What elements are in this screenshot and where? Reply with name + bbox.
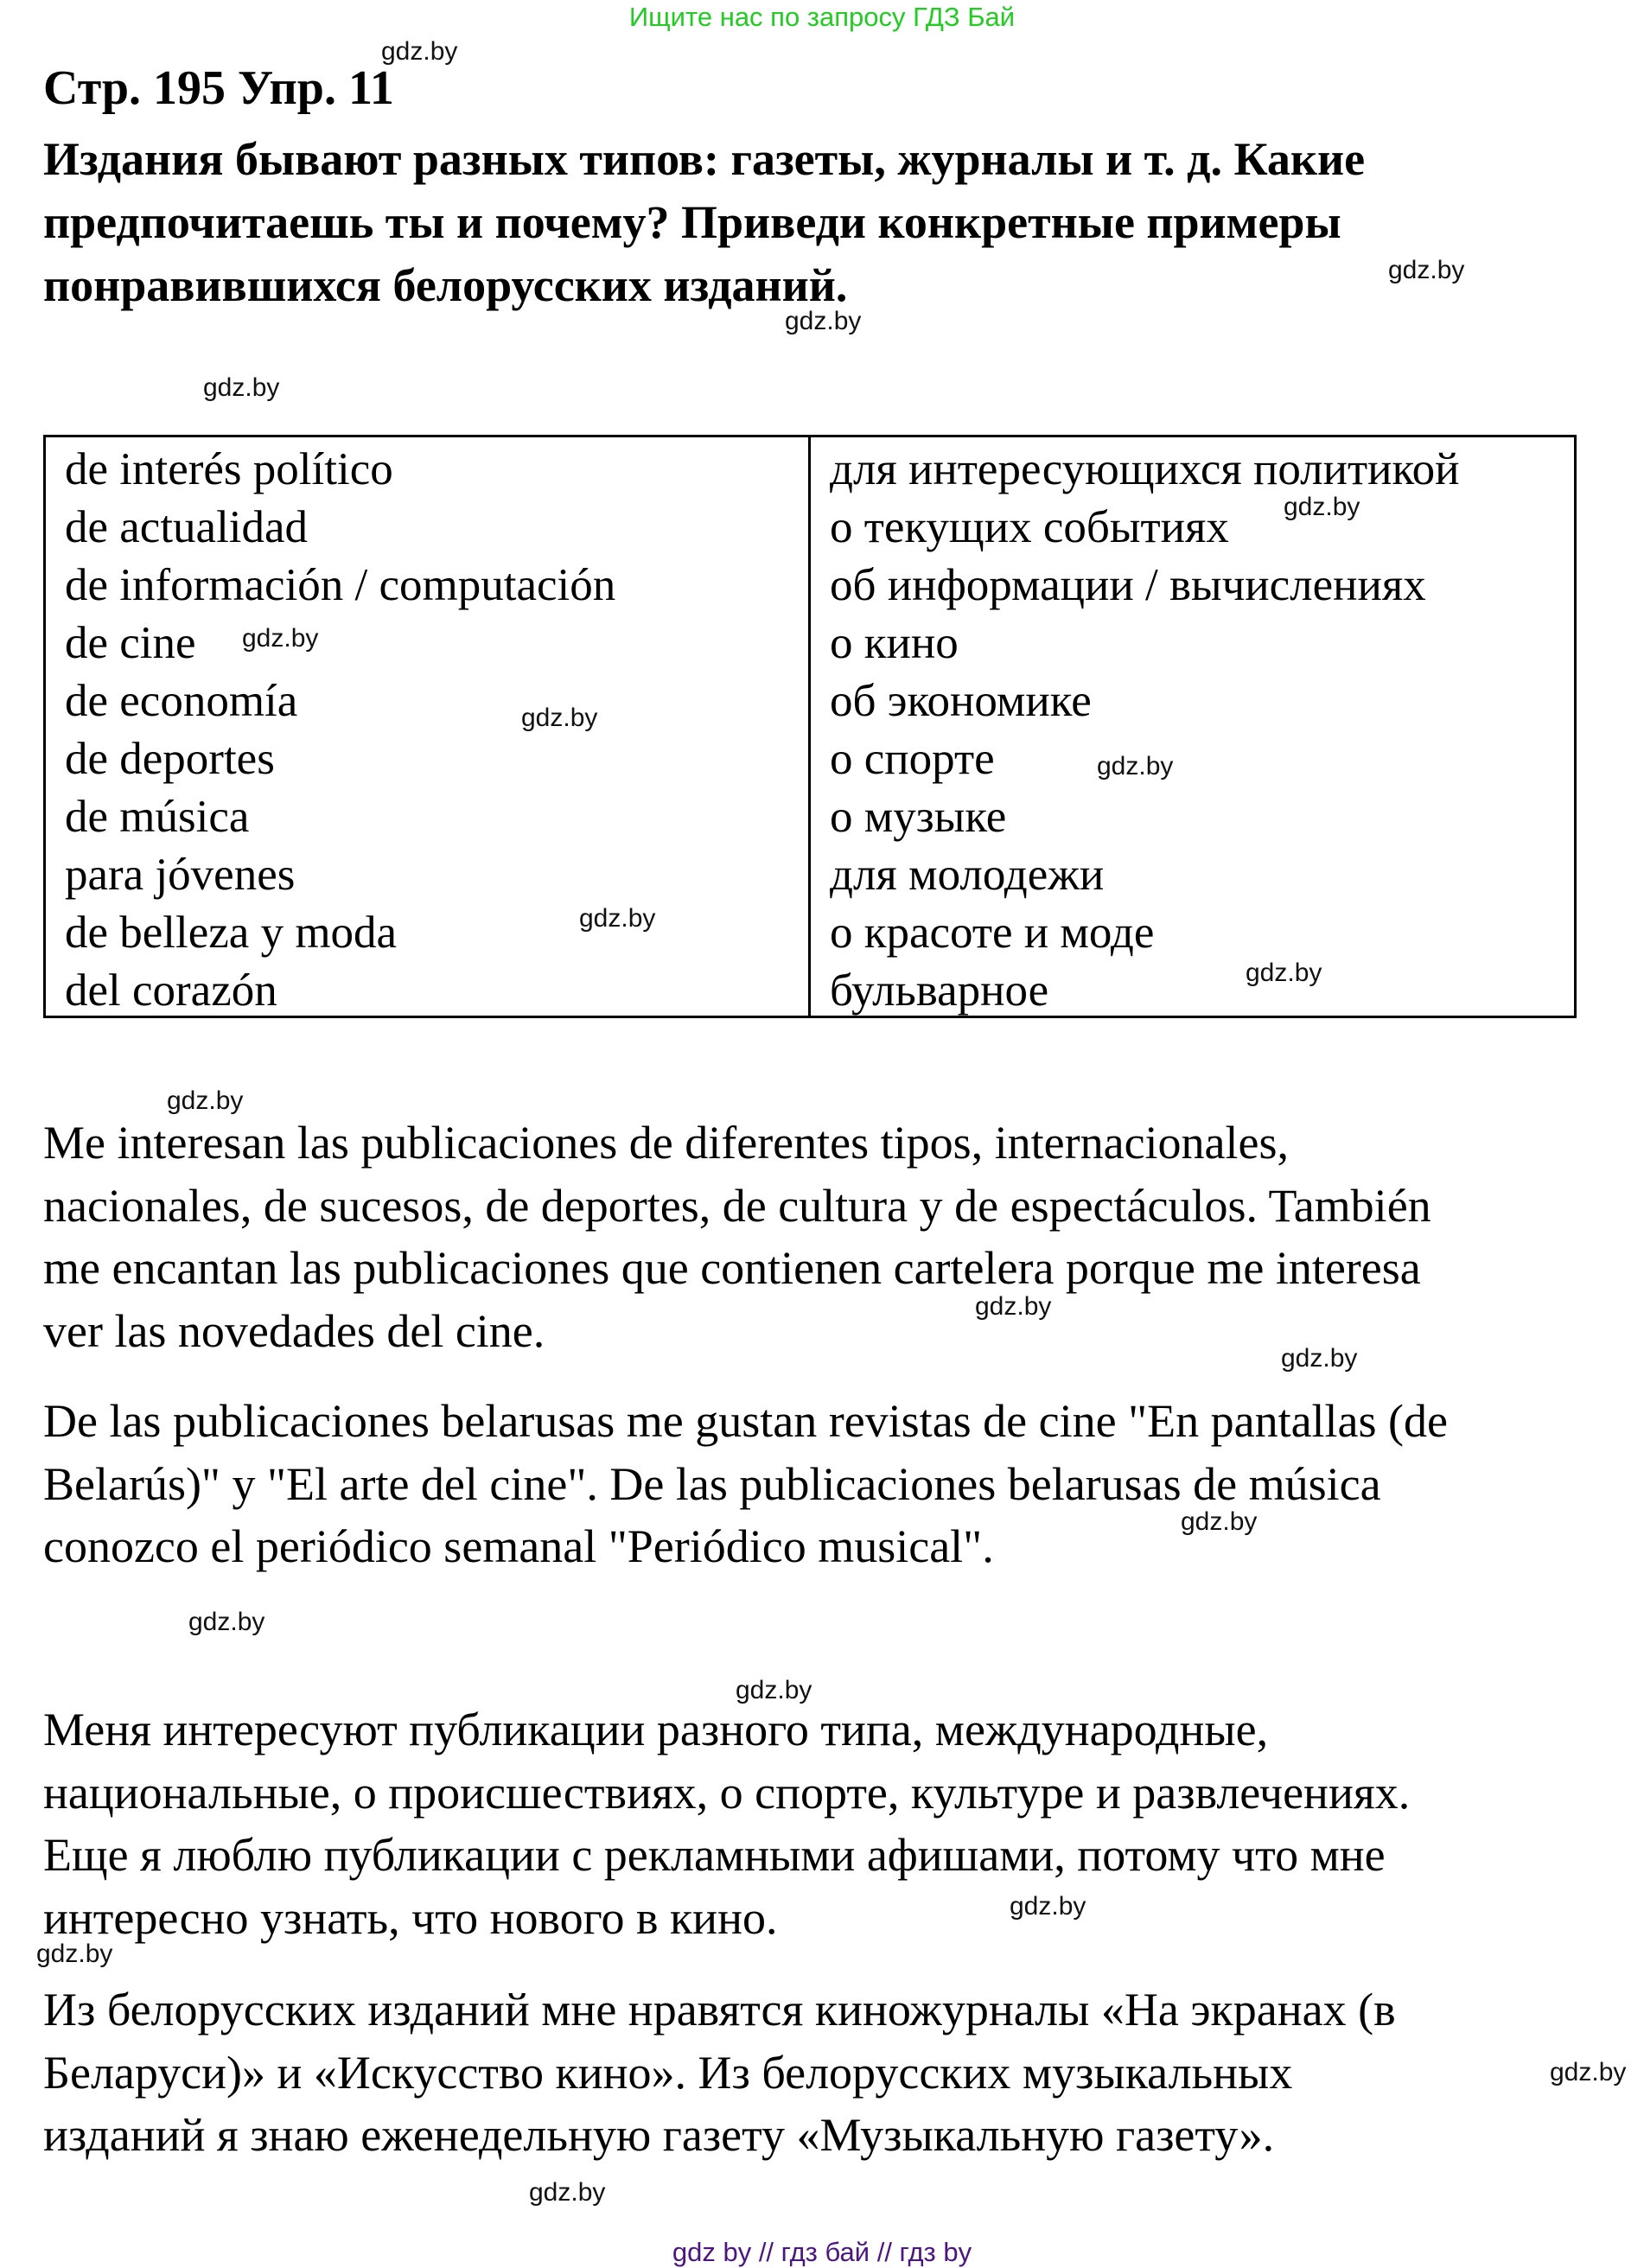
watermark: gdz.by: [785, 307, 862, 335]
table-cell-ru: об информации / вычислениях: [830, 560, 1426, 610]
table-cell-es: para jóvenes: [65, 850, 296, 900]
text-line: Еще я люблю публикации с рекламными афишами, потому что мне: [43, 1829, 1386, 1881]
table-cell-ru: о текущих событиях: [830, 502, 1229, 552]
text-line: Беларуси)» и «Искусство кино». Из белорусских музыкальных: [43, 2046, 1293, 2099]
watermark: gdz.by: [1010, 1892, 1086, 1921]
table-cell-ru: бульварное: [830, 965, 1049, 1016]
table-cell-ru: о красоте и моде: [830, 908, 1155, 958]
text-line: ver las novedades del cine.: [43, 1304, 545, 1357]
text-line: nacionales, de sucesos, de deportes, de cultura y de espectáculos. También: [43, 1179, 1431, 1232]
text-line: Меня интересуют публикации разного типа, международные,: [43, 1704, 1269, 1755]
spanish-column: [46, 437, 811, 1016]
question-line: понравившихся белорусских изданий.: [43, 259, 848, 311]
text-line: De las publicaciones belarusas me gustan revistas de cine "En pantallas (de: [43, 1395, 1448, 1447]
watermark: gdz.by: [36, 1940, 113, 1968]
watermark: gdz.by: [1281, 1344, 1358, 1373]
watermark: gdz.by: [242, 624, 319, 653]
table-cell-es: de economía: [65, 676, 298, 726]
page-title: Стр. 195 Упр. 11: [43, 61, 394, 115]
watermark: gdz.by: [1181, 1507, 1258, 1536]
text-line: Belarús)" y "El arte del cine". De las publicaciones belarusas de música: [43, 1457, 1381, 1510]
table-cell-ru: о спорте: [830, 734, 995, 784]
text-line: me encantan las publicaciones que contienen cartelera porque me interesa: [43, 1242, 1421, 1294]
text-line: conozco el periódico semanal "Periódico musical".: [43, 1520, 994, 1572]
text-line: национальные, о происшествиях, о спорте, культуре и развлечениях.: [43, 1766, 1411, 1819]
table-cell-ru: для интересующихся политикой: [830, 444, 1460, 494]
watermark: gdz.by: [1550, 2058, 1627, 2086]
table-cell-es: del corazón: [65, 965, 277, 1016]
watermark: gdz.by: [167, 1086, 244, 1115]
table-cell-es: de belleza y moda: [65, 908, 398, 958]
question-line: предпочитаешь ты и почему? Приведи конкретные примеры: [43, 196, 1341, 248]
watermark: gdz.by: [521, 704, 598, 732]
table-cell-es: de actualidad: [65, 502, 309, 552]
watermark: gdz.by: [975, 1292, 1052, 1321]
watermark: gdz.by: [203, 373, 280, 402]
table-cell-ru: о кино: [830, 618, 959, 668]
table-cell-ru: об экономике: [830, 676, 1092, 726]
vocabulary-table: [43, 435, 1577, 1018]
table-cell-es: de música: [65, 792, 250, 842]
search-hint-banner[interactable]: Ищите нас по запросу ГДЗ Бай: [628, 2, 1016, 32]
watermark: gdz.by: [1097, 752, 1174, 780]
text-line: Из белорусских изданий мне нравятся киножурналы «На экранах (в: [43, 1984, 1396, 2035]
watermark: gdz.by: [1246, 959, 1322, 987]
answer-es-paragraph-2: [43, 1390, 1448, 1578]
watermark: gdz.by: [529, 2178, 606, 2207]
watermark: gdz.by: [188, 1608, 265, 1636]
text-line: изданий я знаю еженедельную газету «Музыкальную газету».: [43, 2109, 1275, 2161]
watermark: gdz.by: [1284, 493, 1360, 521]
answer-es-paragraph-1: [43, 1112, 1431, 1362]
table-cell-es: de información / computación: [65, 560, 616, 610]
answer-ru-paragraph-2: [43, 1978, 1396, 2167]
watermark: gdz.by: [381, 37, 458, 66]
watermark: gdz.by: [1388, 256, 1465, 284]
table-cell-ru: о музыке: [830, 792, 1007, 842]
footer-links[interactable]: gdz by // гдз бай // гдз by: [672, 2237, 972, 2267]
question-line: Издания бывают разных типов: газеты, журналы и т. д. Какие: [43, 133, 1366, 185]
answer-ru-paragraph-1: [43, 1698, 1410, 1949]
table-cell-es: de deportes: [65, 734, 275, 784]
text-line: Me interesan las publicaciones de diferentes tipos, internacionales,: [43, 1117, 1289, 1169]
table-cell-ru: для молодежи: [830, 850, 1105, 900]
table-cell-es: de cine: [65, 618, 196, 668]
russian-column: [811, 437, 1574, 1016]
table-cell-es: de interés político: [65, 444, 393, 494]
text-line: интересно узнать, что нового в кино.: [43, 1891, 778, 1944]
watermark: gdz.by: [736, 1676, 812, 1704]
exercise-question: [43, 128, 1365, 317]
watermark: gdz.by: [579, 904, 656, 933]
